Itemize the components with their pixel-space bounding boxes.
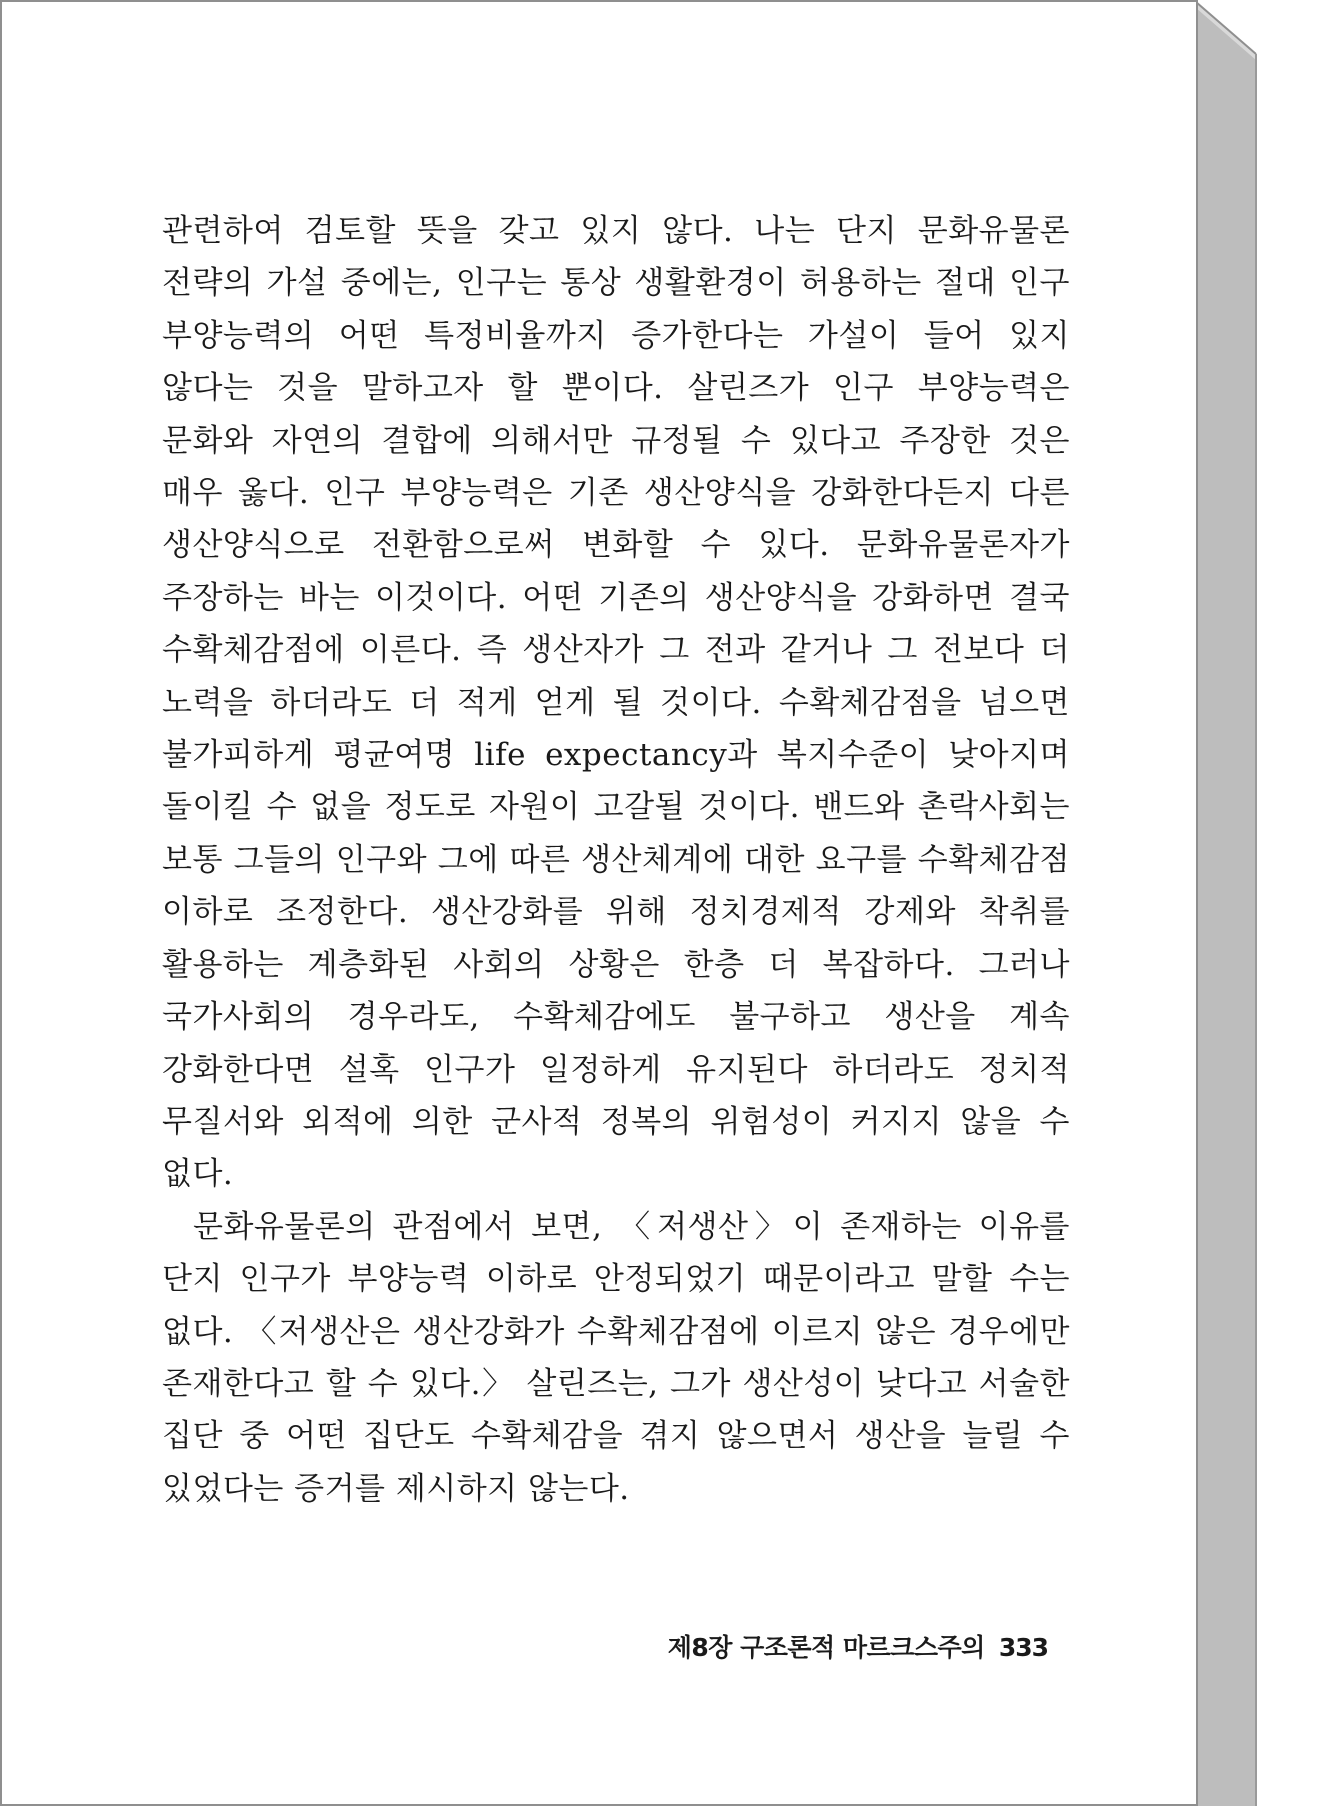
page-number: 333 [998,1633,1048,1662]
running-footer [640,1628,1048,1664]
page-spine-shade [1196,2,1256,1806]
paragraph-2: 문화유물론의 관점에서 보면, 〈저생산〉이 존재하는 이유를 단지 인구가 부양능력 이하로 안정되었기 때문이라고 말할 수는 없다. 〈저생산은 생산강화가 수확체감점에 이르지 않은 경우에만 존재한다고 할 수 있다.〉 살린즈는, 그가 생산성이 낮다고 서술한 집단 중 어떤 집단도 수확체감을 겪지 않으면서 생산을 늘릴 수 있었다는 증거를 제시하지 않는다. [162,1208,1070,1507]
paragraph-1: 관련하여 검토할 뜻을 갖고 있지 않다. 나는 단지 문화유물론 전략의 가설 중에는, 인구는 통상 생활환경이 허용하는 절대 인구 부양능력의 어떤 특정비율까지 증가한다는 가설이 들어 있지 않다는 것을 말하고자 할 뿐이다. 살린즈가 인구 부양능력은 문화와 자연의 결합에 의해서만 규정될 수 있다고 주장한 것은 매우 옳다. 인구 부양능력은 기존 생산양식을 강화한다든지 다른 생산양식으로 전환함으로써 변화할 수 있다. 문화유물론자가 주장하는 바는 이것이다. 어떤 기존의 생산양식을 강화하면 결국 수확체감점에 이른다. 즉 생산자가 그 전과 같거나 그 전보다 더 노력을 하더라도 더 적게 얻게 될 것이다. 수확체감점을 넘으면 불가피하게 평균여명 life expectancy과 복지수준이 낮아지며 돌이킬 수 없을 정도로 자원이 고갈될 것이다. 밴드와 촌락사회는 보통 그들의 인구와 그에 따른 생산체계에 대한 요구를 수확체감점 이하로 조정한다. 생산강화를 위해 정치경제적 강제와 착취를 활용하는 계층화된 사회의 상황은 한층 더 복잡하다. 그러나 국가사회의 경우라도, 수확체감에도 불구하고 생산을 계속 강화한다면 설혹 인구가 일정하게 유지된다 하더라도 정치적 무질서와 외적에 의한 군사적 정복의 위험성이 커지지 않을 수 없다. [162,213,1070,1193]
body-text [162,205,1070,1515]
chapter-title: 제8장 구조론적 마르크스주의 [667,1633,985,1662]
